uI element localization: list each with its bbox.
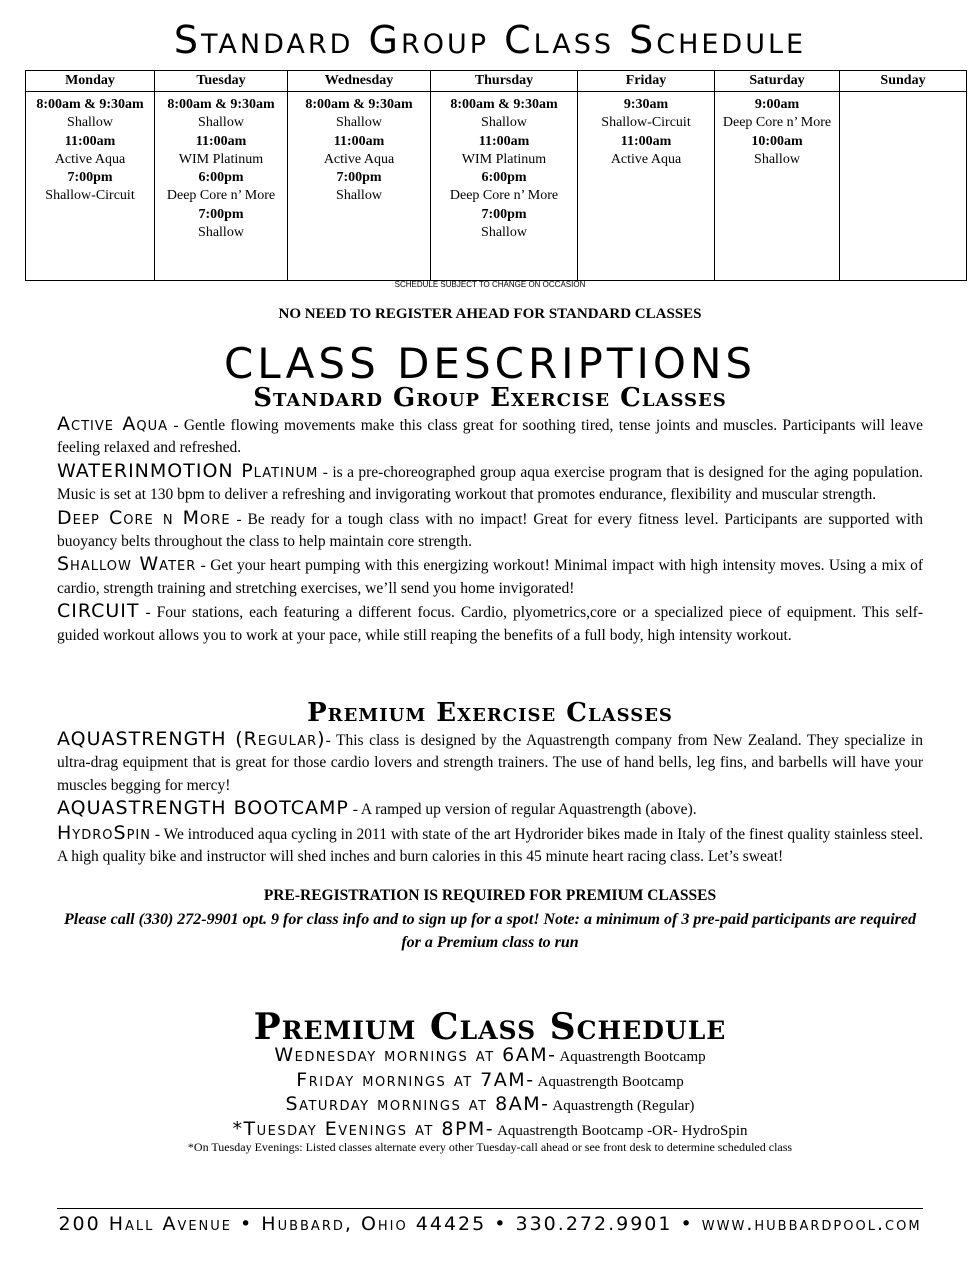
class-text: - Get your heart pumping with this energizing workout! Minimal impact with high intensity moves. Using a mix of cardio, strength training and stretching exercises, we’ll send you home invigorated! — [57, 557, 923, 597]
slot-time: 11:00am — [333, 133, 385, 149]
class-name: Active Aqua — [57, 413, 169, 435]
slot-time: 7:00pm — [481, 206, 527, 222]
slot-class: Shallow — [336, 188, 382, 204]
day-header-friday: Friday — [578, 71, 715, 92]
preregistration-notice: PRE-REGISTRATION IS REQUIRED FOR PREMIUM CLASSES — [263, 887, 717, 904]
schedule-body-row — [26, 92, 967, 281]
slot-class: Active Aqua — [610, 151, 682, 167]
slot-time: 11:00am — [195, 133, 247, 149]
class-description — [57, 728, 923, 797]
premium-class: Aquastrength Bootcamp — [556, 1049, 706, 1065]
class-name: AQUASTRENGTH (Regular) — [57, 728, 326, 750]
tuesday-footnote: *On Tuesday Evenings: Listed classes alternate every other Tuesday-call ahead or see front desk to determine scheduled class — [187, 1140, 793, 1154]
premium-class: Aquastrength Bootcamp -OR- HydroSpin — [494, 1122, 748, 1139]
class-text: - Be ready for a tough class with no impact! Great for every fitness level. Participants are supported with buoyancy belts throughout the class to help maintain core strength. — [57, 510, 923, 551]
slot-time: 11:00am — [478, 133, 530, 149]
slot-class: Shallow — [198, 115, 244, 131]
day-header-tuesday: Tuesday — [155, 71, 288, 92]
premium-schedule-item — [0, 1044, 980, 1069]
slot-class: Shallow — [754, 151, 800, 167]
class-text: - Gentle flowing movements make this class great for soothing tired, tense joints and muscles. Participants will leave feeling relaxed and refreshed. — [57, 417, 924, 457]
day-cell-friday — [578, 92, 715, 281]
class-name: HydroSpin — [57, 821, 151, 844]
day-cell-sunday — [840, 92, 967, 281]
class-text: - This class is designed by the Aquastrength company from New Zealand. They specialize in ultra-drag equipment that is great for those cardio lovers and strength trainers. The use of hand bells, leg fins, and barbells will have your muscles begging for mercy! — [57, 732, 923, 794]
day-cell-thursday — [431, 92, 578, 281]
footer-divider — [57, 1208, 923, 1209]
premium-classes-heading: Premium Exercise Classes — [307, 698, 673, 728]
schedule-change-note: SCHEDULE SUBJECT TO CHANGE ON OCCASION — [394, 280, 586, 289]
slot-class: Shallow — [481, 115, 527, 131]
slot-time: 11:00am — [620, 133, 672, 149]
day-cell-wednesday — [288, 92, 431, 281]
premium-class: Aquastrength Bootcamp — [534, 1073, 684, 1090]
class-text: - We introduced aqua cycling in 2011 with state of the art Hydrorider bikes made in Italy of the finest quality stainless steel. A high quality bike and instructor will shed inches and burn calories in this 45 minute heart racing class. Let’s sweat! — [57, 825, 923, 866]
premium-day: *Tuesday Evenings at 8PM- — [232, 1117, 495, 1140]
slot-class: Active Aqua — [323, 151, 395, 167]
slot-class: WIM Platinum — [178, 151, 264, 167]
slot-time: 7:00pm — [336, 170, 382, 186]
slot-class: Shallow — [481, 225, 527, 241]
class-text: - Four stations, each featuring a different focus. Cardio, plyometrics,core or a specialized piece of equipment. This self-guided workout allows you to work at your pace, while still reaping the benefits of a full body, high intensity workout. — [57, 604, 923, 644]
premium-classes-list — [57, 728, 923, 868]
slot-time: 10:00am — [751, 133, 803, 149]
class-description — [57, 822, 923, 869]
premium-day: Saturday mornings at 8AM- — [285, 1093, 550, 1115]
slot-time: 8:00am & 9:30am — [450, 97, 558, 112]
slot-class: Shallow-Circuit — [45, 188, 135, 204]
class-descriptions-title: CLASS DESCRIPTIONS — [223, 339, 757, 388]
slot-class: Shallow — [336, 115, 382, 131]
schedule-table — [25, 70, 967, 281]
page-title: Standard Group Class Schedule — [173, 18, 807, 62]
class-name: CIRCUIT — [57, 600, 140, 623]
slot-time: 9:00am — [754, 97, 800, 112]
day-cell-monday — [26, 92, 155, 281]
slot-time: 9:30am — [623, 97, 669, 112]
premium-schedule-title: Premium Class Schedule — [253, 1006, 727, 1048]
slot-time: 8:00am & 9:30am — [305, 97, 413, 112]
slot-time: 7:00pm — [67, 170, 113, 186]
class-description — [57, 553, 923, 600]
class-description — [57, 413, 923, 460]
slot-class: Deep Core n’ More — [166, 188, 276, 204]
class-name: AQUASTRENGTH BOOTCAMP — [57, 797, 349, 820]
class-description — [57, 600, 923, 647]
premium-day: Friday mornings at 7AM- — [296, 1068, 535, 1091]
class-name: Shallow Water — [57, 553, 197, 576]
class-text: - A ramped up version of regular Aquastrength (above). — [348, 801, 697, 819]
slot-time: 7:00pm — [198, 206, 244, 222]
slot-time: 8:00am & 9:30am — [167, 97, 275, 112]
slot-class: Deep Core n’ More — [449, 188, 559, 204]
premium-schedule-item — [0, 1093, 980, 1118]
day-header-thursday: Thursday — [431, 71, 578, 92]
day-cell-tuesday — [155, 92, 288, 281]
slot-class: Shallow-Circuit — [601, 115, 691, 131]
premium-schedule-item — [0, 1118, 980, 1143]
schedule-header-row — [26, 71, 967, 92]
slot-class: Shallow — [198, 225, 244, 241]
slot-time: 8:00am & 9:30am — [36, 97, 144, 112]
slot-time: 6:00pm — [481, 170, 527, 186]
class-description — [57, 507, 923, 554]
premium-schedule-list — [0, 1044, 980, 1142]
slot-class: Active Aqua — [54, 151, 126, 167]
day-header-monday: Monday — [26, 71, 155, 92]
premium-schedule-item — [0, 1069, 980, 1094]
footer-contact: 200 Hall Avenue • Hubbard, Ohio 44425 • 330.272.9901 • www.hubbardpool.com — [58, 1213, 922, 1235]
class-name: Deep Core n More — [57, 506, 231, 529]
standard-classes-list — [57, 413, 923, 647]
day-header-wednesday: Wednesday — [288, 71, 431, 92]
premium-class: Aquastrength (Regular) — [549, 1098, 695, 1114]
slot-time: 11:00am — [64, 133, 116, 149]
slot-time: 6:00pm — [198, 170, 244, 186]
day-cell-saturday — [715, 92, 840, 281]
slot-class: Deep Core n’ More — [722, 115, 832, 131]
standard-classes-heading: Standard Group Exercise Classes — [253, 383, 727, 413]
class-description — [57, 460, 923, 507]
day-header-sunday: Sunday — [840, 71, 967, 92]
slot-class: WIM Platinum — [461, 151, 547, 167]
class-description — [57, 797, 923, 821]
no-register-notice: NO NEED TO REGISTER AHEAD FOR STANDARD CLASSES — [278, 306, 702, 322]
day-header-saturday: Saturday — [715, 71, 840, 92]
call-info: Please call (330) 272-9901 opt. 9 for class info and to sign up for a spot! Note: a minimum of 3 pre-paid participants are required for a Premium class to run — [63, 911, 916, 951]
class-name: WATERINMOTION Platinum — [57, 459, 319, 482]
slot-class: Shallow — [67, 115, 113, 131]
class-text: - is a pre-choreographed group aqua exercise program that is designed for the aging population. Music is set at 130 bpm to deliver a refreshing and invigorating workout that promotes endurance, flexibility and muscular strength. — [57, 463, 924, 504]
premium-day: Wednesday mornings at 6AM- — [274, 1044, 557, 1066]
